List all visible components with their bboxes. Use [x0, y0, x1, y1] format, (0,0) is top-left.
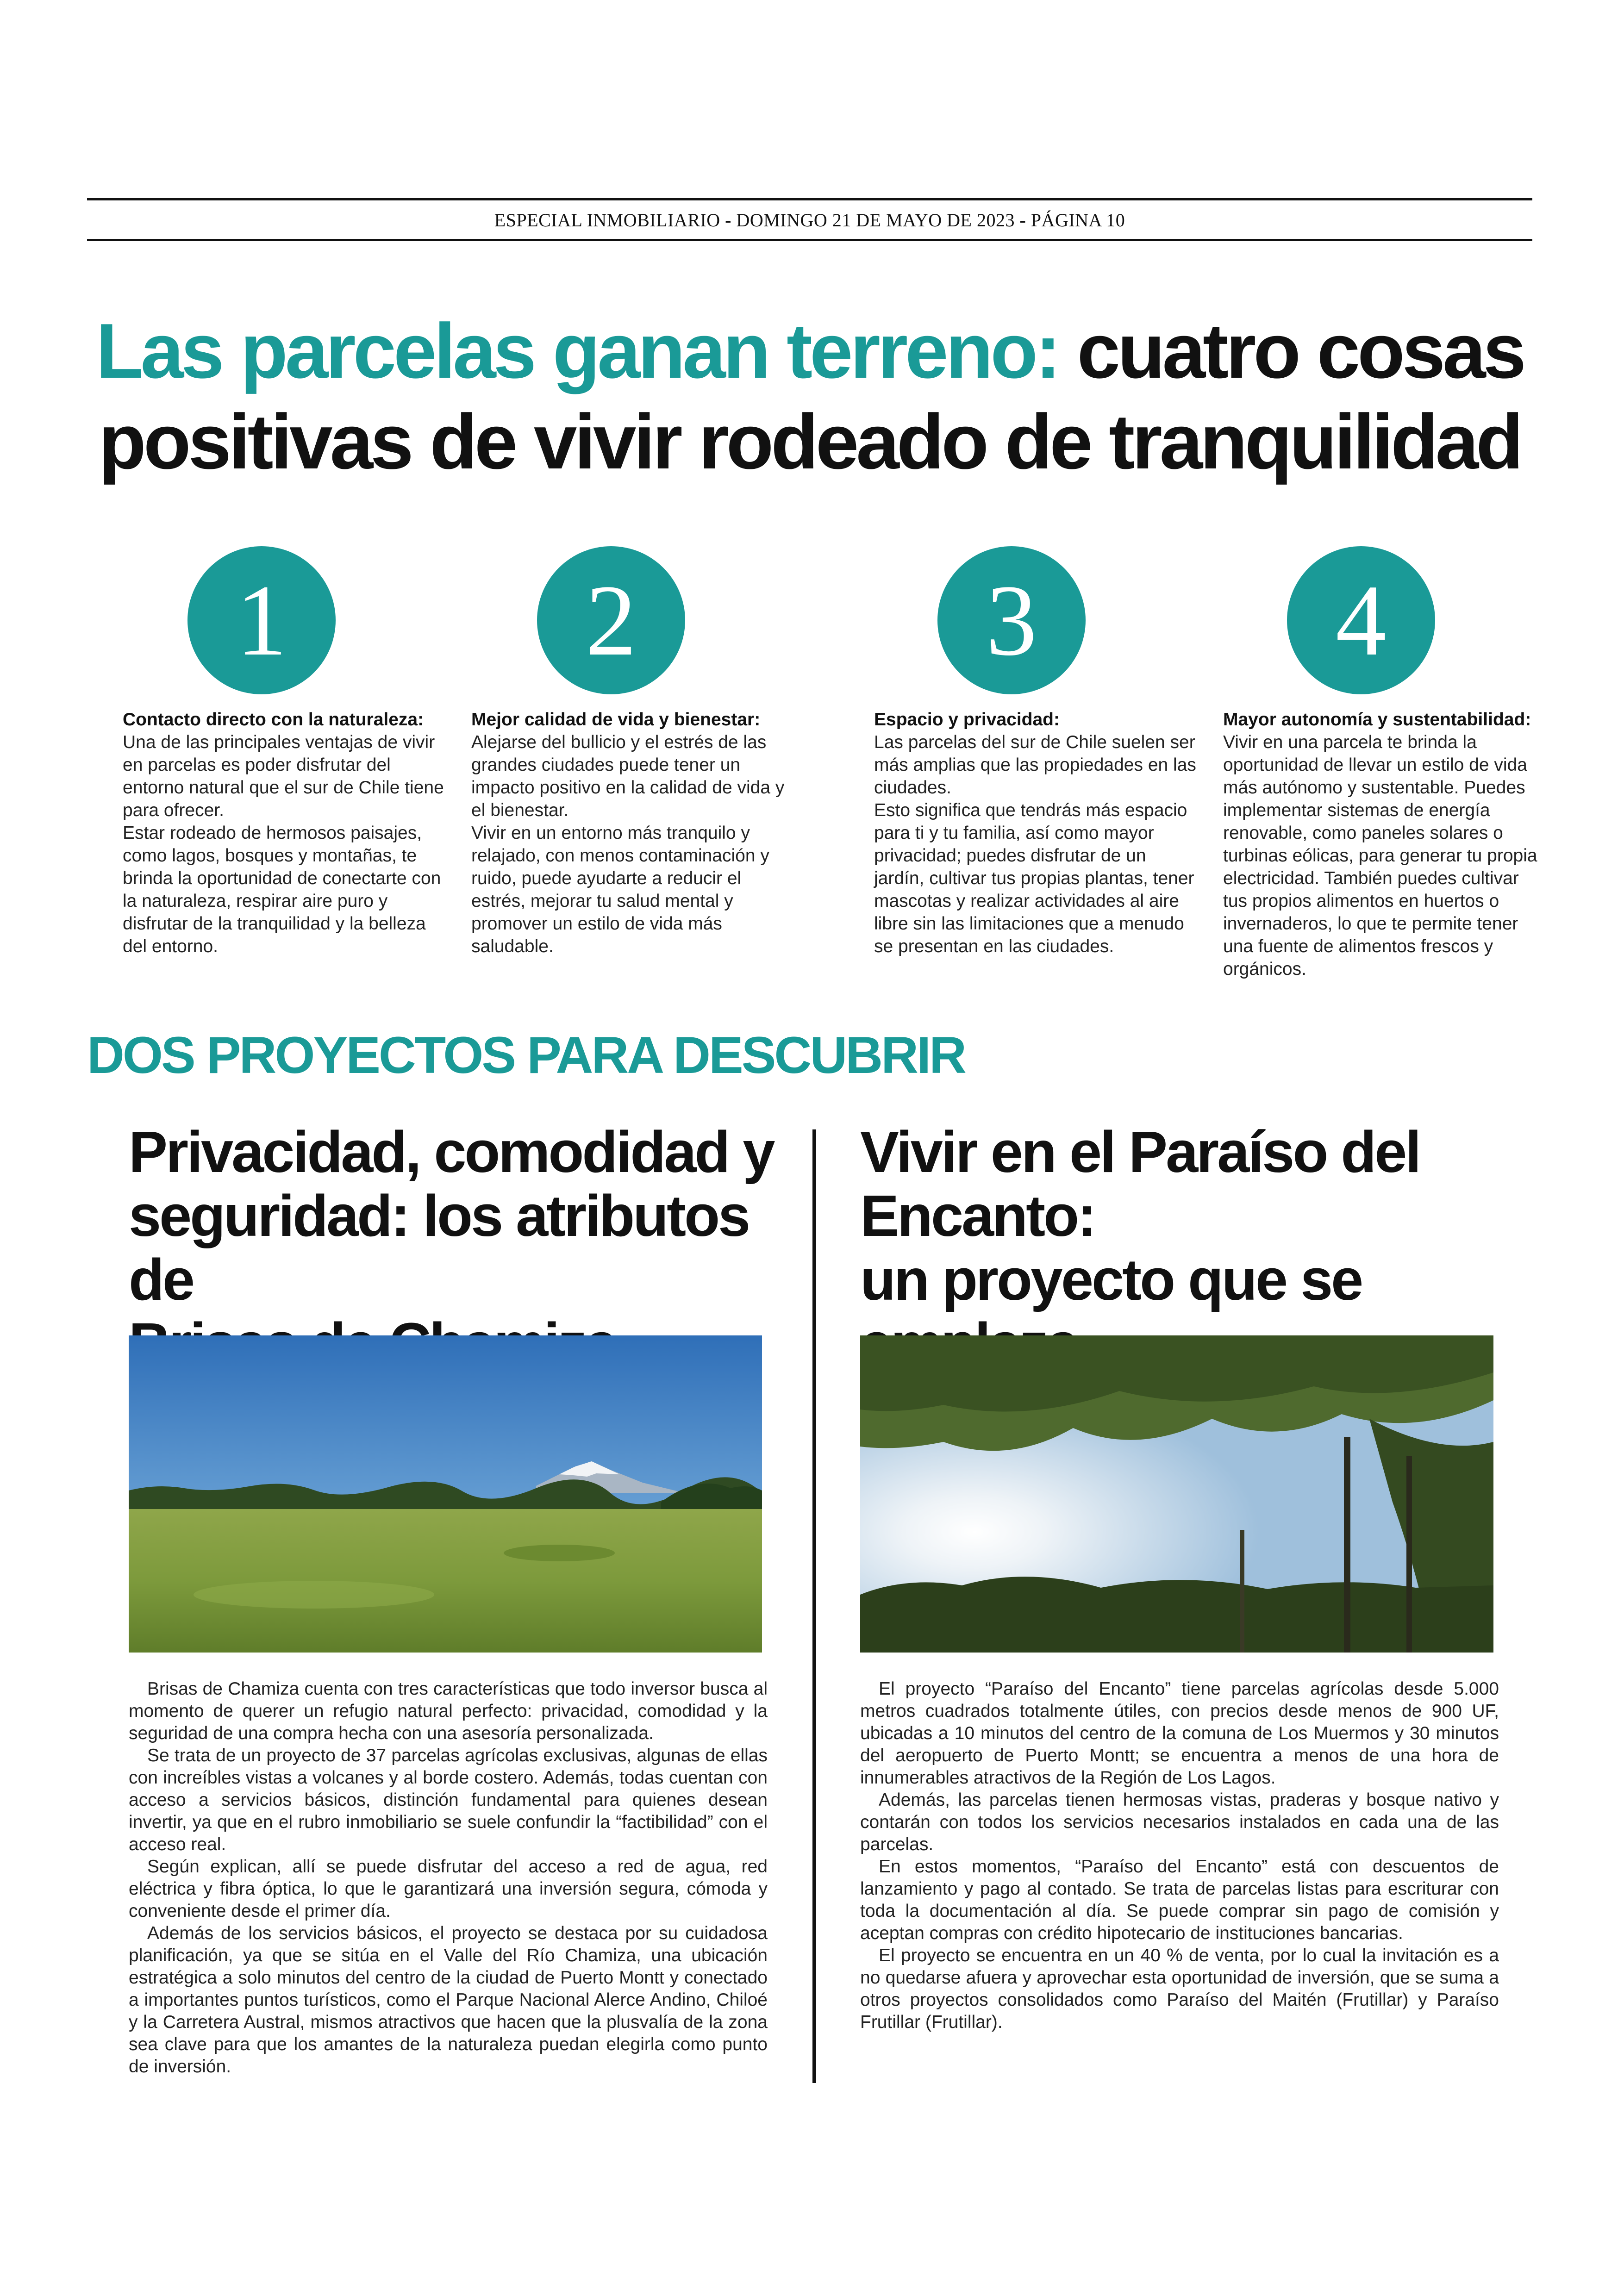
header-rule-bottom	[87, 239, 1532, 241]
page-headline	[87, 306, 1532, 487]
benefit-4	[1223, 708, 1547, 980]
number-circle-2: 2	[537, 546, 685, 694]
benefit-3	[874, 708, 1198, 958]
article-1-body	[129, 1678, 768, 2078]
headline-accent: Las parcelas ganan terreno:	[96, 307, 1058, 394]
benefit-paragraph: Estar rodeado de hermosos paisajes, como lagos, bosques y montañas, te brinda la oportunidad de conectarte con la naturaleza, respirar aire puro y disfrutar de la tranquilidad y la belleza del entorno.	[123, 823, 441, 956]
benefit-2	[471, 708, 795, 958]
landscape-photo	[129, 1335, 762, 1653]
article-paragraph: En estos momentos, “Paraíso del Encanto” está con descuentos de lanzamiento y pago al contado. Se trata de parcelas listas para escriturar con toda la documentación al día. Se puede comprar sin pago de comisión y aceptan compras con crédito hipotecario de instituciones bancarias.	[860, 1857, 1499, 1943]
benefit-title: Contacto directo con la naturaleza:	[123, 710, 424, 730]
benefit-paragraph: Vivir en una parcela te brinda la oportunidad de llevar un estilo de vida más autónomo y sustentable. Puedes implementar sistemas de energía renovable, como paneles solares o turbinas eólicas, para generar tu propia electricidad. También puedes cultivar tus propios alimentos en huertos o invernaderos, lo que te permite tener una fuente de alimentos frescos y orgánicos.	[1223, 732, 1537, 979]
column-divider	[812, 1129, 816, 2083]
article-paragraph: Además de los servicios básicos, el proyecto se destaca por su cuidadosa planificación, ya que se sitúa en el Valle del Río Chamiza, una ubicación estratégica a solo minutos del centro de la ciudad de Puerto Montt y conectado a importantes puntos turísticos, como el Parque Nacional Alerce Andino, Chiloé y la Carretera Austral, mismos atractivos que hacen que la plusvalía de la zona sea clave para que los amantes de la naturaleza puedan elegirla como punto de inversión.	[129, 1923, 768, 2077]
header-rule-top	[87, 198, 1532, 200]
article-title-line: seguridad: los atributos de	[129, 1183, 749, 1312]
section-title: DOS PROYECTOS PARA DESCUBRIR	[87, 1026, 965, 1084]
running-head: ESPECIAL INMOBILIARIO - DOMINGO 21 DE MAYO DE 2023 - PÁGINA 10	[494, 210, 1125, 231]
article-paragraph: Se trata de un proyecto de 37 parcelas agrícolas exclusivas, algunas de ellas con increíbles vistas a volcanes y al borde costero. Además, todas cuentan con acceso a servicios básicos, distinción fundamental para quienes desean invertir, ya que en el rubro inmobiliario se suele confundir la “factibilidad” con el acceso real.	[129, 1746, 768, 1854]
benefit-paragraph: Esto significa que tendrás más espacio para ti y tu familia, así como mayor privacidad; puedes disfrutar de un jardín, cultivar tus propias plantas, tener mascotas y realizar actividades al aire libre sin las limitaciones que a menudo se presentan en las ciudades.	[874, 800, 1194, 956]
number-circle-1: 1	[187, 546, 336, 694]
benefit-title: Mayor autonomía y sustentabilidad:	[1223, 710, 1531, 730]
benefit-paragraph: Vivir en un entorno más tranquilo y relajado, con menos contaminación y ruido, puede ayudarte a reducir el estrés, mejorar tu salud mental y promover un estilo de vida más saludable.	[471, 823, 769, 956]
benefit-paragraph: Una de las principales ventajas de vivir en parcelas es poder disfrutar del entorno natural que el sur de Chile tiene para ofrecer.	[123, 732, 444, 820]
article-paragraph: El proyecto se encuentra en un 40 % de venta, por lo cual la invitación es a no quedarse afuera y aprovechar esta oportunidad de inversión, que se suma a otros proyectos consolidados como Paraíso del Maitén (Frutillar) y Paraíso Frutillar (Frutillar).	[860, 1946, 1499, 2032]
number-circle-3: 3	[937, 546, 1086, 694]
benefit-title: Mejor calidad de vida y bienestar:	[471, 710, 761, 730]
benefit-paragraph: Las parcelas del sur de Chile suelen ser más amplias que las propiedades en las ciudades.	[874, 732, 1196, 798]
article-paragraph: Brisas de Chamiza cuenta con tres características que todo inversor busca al momento de querer un refugio natural perfecto: privacidad, comodidad y la seguridad de una compra hecha con una asesoría personalizada.	[129, 1679, 768, 1743]
article-title-line: Vivir en el Paraíso del Encanto:	[860, 1119, 1420, 1248]
benefit-title: Espacio y privacidad:	[874, 710, 1060, 730]
article-title-line: un proyecto que se	[860, 1247, 1362, 1312]
benefit-paragraph: Alejarse del bullicio y el estrés de las grandes ciudades puede tener un impacto positivo en la calidad de vida y el bienestar.	[471, 732, 785, 820]
forest-canopy-photo	[860, 1335, 1493, 1653]
headline-rest: cuatro cosas positivas de vivir rodeado de tranquilidad	[99, 307, 1524, 485]
number-circle-4: 4	[1287, 546, 1435, 694]
article-2-body	[860, 1678, 1499, 2033]
article-paragraph: Además, las parcelas tienen hermosas vistas, praderas y bosque nativo y contarán con todos los servicios necesarios instalados en cada una de las parcelas.	[860, 1790, 1499, 1854]
benefit-1	[123, 708, 447, 958]
article-title-line: Privacidad, comodidad y	[129, 1119, 774, 1185]
article-paragraph: Según explican, allí se puede disfrutar del acceso a red de agua, red eléctrica y fibra óptica, lo que le garantizará una inversión segura, cómoda y conveniente desde el primer día.	[129, 1857, 768, 1921]
article-paragraph: El proyecto “Paraíso del Encanto” tiene parcelas agrícolas desde 5.000 metros cuadrados totalmente útiles, con precios desde menos de 900 UF, ubicadas a 10 minutos del centro de la comuna de Los Muermos y 30 minutos del aeropuerto de Puerto Montt; se encuentra a menos de una hora de innumerables atractivos de la Región de Los Lagos.	[860, 1679, 1499, 1788]
